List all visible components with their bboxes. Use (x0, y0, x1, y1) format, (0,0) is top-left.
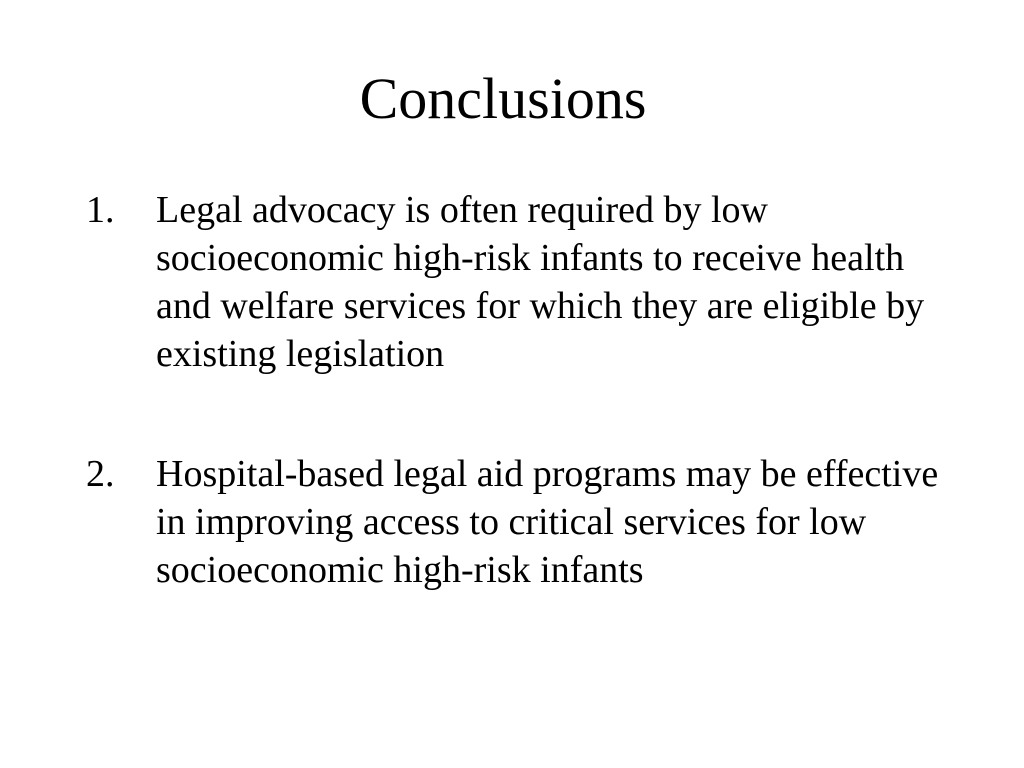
slide-title: Conclusions (359, 66, 647, 131)
conclusions-list (86, 186, 946, 666)
item-number: 1. (86, 189, 115, 231)
item-number: 2. (86, 453, 115, 495)
item-text: Hospital-based legal aid programs may be effective in improving access to critical services for low socioeconomic high-risk infants (156, 453, 939, 591)
conclusion-item (86, 186, 946, 378)
item-text: Legal advocacy is often required by low socioeconomic high-risk infants to receive health and welfare services for which they are eligible by existing legislation (156, 189, 925, 375)
conclusion-item (86, 450, 946, 594)
